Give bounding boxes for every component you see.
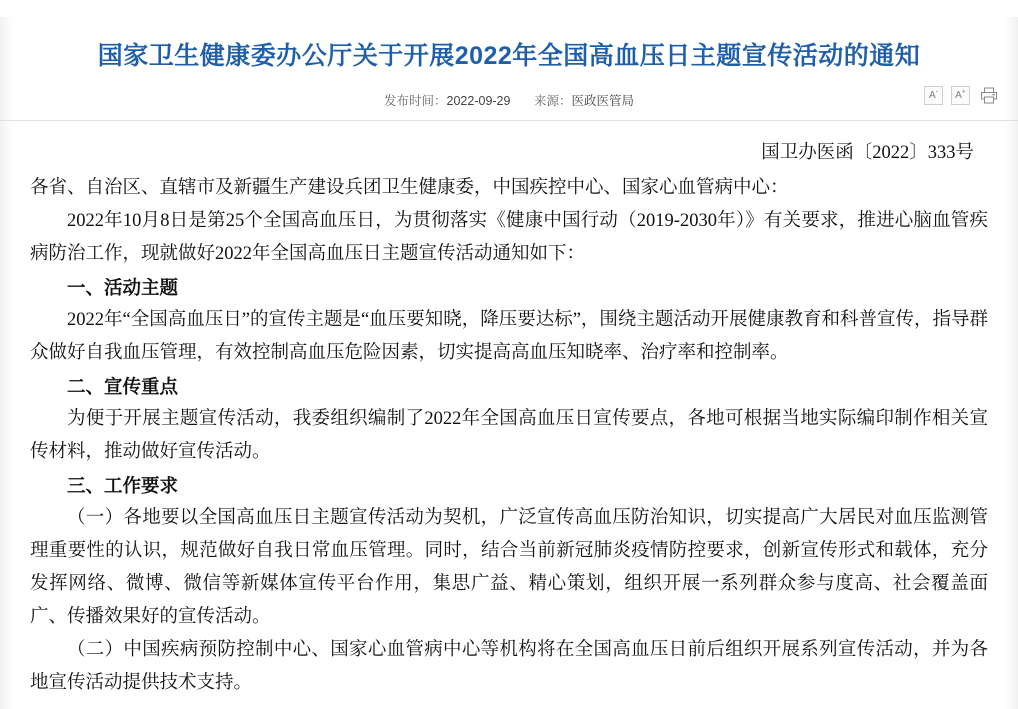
section-1-body: 2022年“全国高血压日”的宣传主题是“血压要知晓，降压要达标”，围绕主题活动开展健康教育和科普宣传，指导群众做好自我血压管理，有效控制高血压危险因素，切实提高高血压知晓率、治疗率和控制率。 (30, 309, 988, 363)
increase-font-sup: + (961, 88, 966, 96)
source (534, 91, 634, 109)
printer-icon (980, 87, 998, 104)
document-body (0, 121, 1018, 700)
decrease-font-sup: - (935, 88, 938, 96)
section-heading-1: 一、活动主题 (67, 276, 179, 298)
document-toolbar (924, 85, 1000, 107)
section-3-item-1: （一）各地要以全国高血压日主题宣传活动为契机，广泛宣传高血压防治知识，切实提高广大居民对血压监测管理重要性的认识，规范做好自我日常血压管理。同时，结合当前新冠肺炎疫情防控要求，创新宣传形式和载体，充分发挥网络、微博、微信等新媒体宣传平台作用，集思广益、精心策划，组织开展一系列群众参与度高、社会覆盖面广、传播效果好的宣传活动。 (30, 507, 988, 627)
document-number: 国卫办医函〔2022〕333号 (761, 142, 974, 163)
section-heading-3: 三、工作要求 (67, 474, 179, 496)
decrease-font-button[interactable] (924, 86, 943, 105)
source-label: 来源： (533, 93, 572, 108)
section-heading-2: 二、宣传重点 (67, 375, 179, 397)
increase-font-button[interactable] (951, 86, 970, 105)
increase-font-label: A (955, 90, 962, 102)
section-3-item-2: （二）中国疾病预防控制中心、国家心血管病中心等机构将在全国高血压日前后组织开展系列宣传活动，并为各地宣传活动提供技术支持。 (30, 639, 988, 693)
publish-time (384, 91, 510, 109)
section-2-body: 为便于开展主题宣传活动，我委组织编制了2022年全国高血压日宣传要点，各地可根据当地实际编印制作相关宣传材料，推动做好宣传活动。 (30, 408, 988, 462)
publish-time-value: 2022-09-29 (446, 93, 511, 108)
paragraph-recipients: 各省、自治区、直辖市及新疆生产建设兵团卫生健康委，中国疾控中心、国家心血管病中心： (30, 177, 789, 198)
publish-time-label: 发布时间： (384, 93, 447, 108)
page-title: 国家卫生健康委办公厅关于开展2022年全国高血压日主题宣传活动的通知 (97, 41, 921, 70)
document-meta-bar (0, 88, 1018, 121)
document-page (0, 17, 1018, 709)
source-value: 医政医管局 (571, 93, 634, 108)
paragraph-opening: 2022年10月8日是第25个全国高血压日，为贯彻落实《健康中国行动（2019-2030年）》有关要求，推进心脑血管疾病防治工作，现就做好2022年全国高血压日主题宣传活动通知如下： (30, 210, 988, 264)
decrease-font-label: A (928, 90, 936, 102)
print-button[interactable] (978, 85, 1000, 107)
